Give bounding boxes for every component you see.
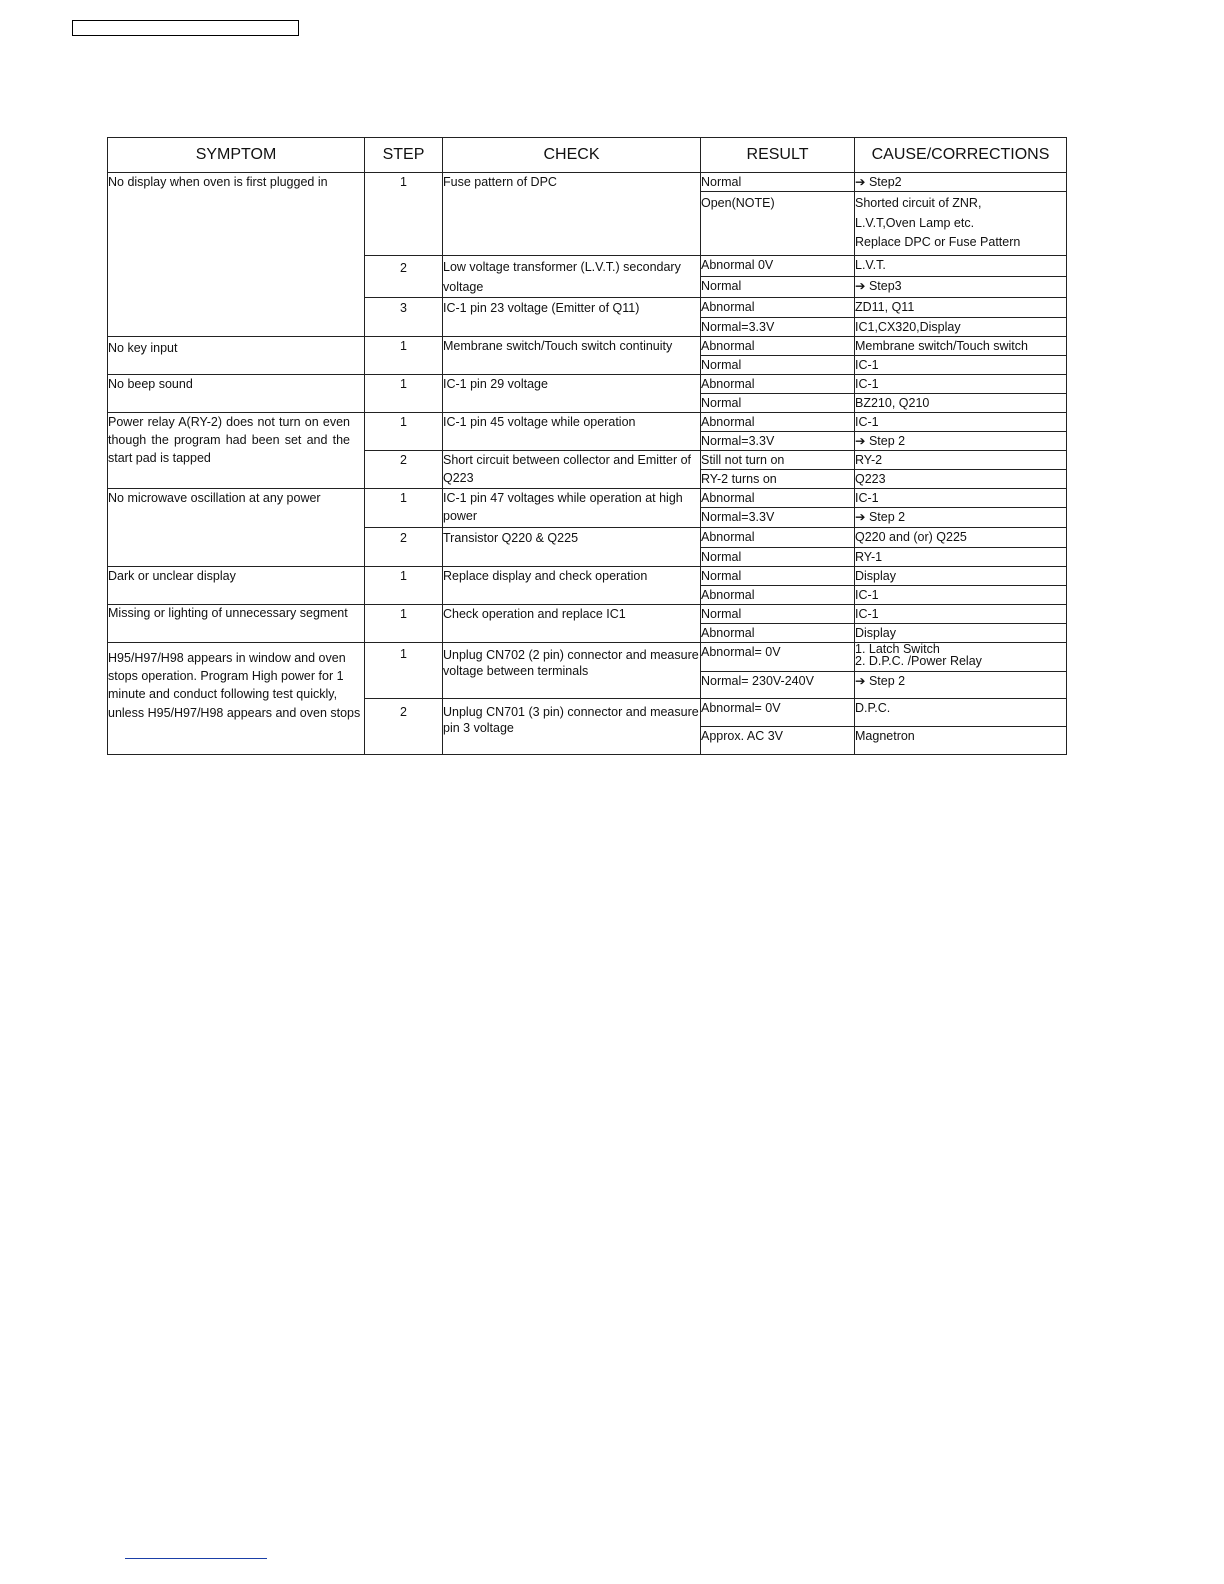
step-cell: 1	[365, 412, 443, 450]
table-row	[108, 642, 1067, 671]
result-cell: Abnormal	[701, 297, 855, 317]
cause-cell: IC1,CX320,Display	[855, 317, 1067, 336]
check-cell: Membrane switch/Touch switch continuity	[443, 336, 701, 374]
cause-cell: IC-1	[855, 488, 1067, 507]
check-cell: Unplug CN702 (2 pin) connector and measure voltage between terminals	[443, 642, 701, 698]
table-row	[108, 374, 1067, 393]
symptom-cell: H95/H97/H98 appears in window and oven stops operation. Program High power for 1 minute and conduct following test quickly, unless H95/H97/H98 appears and oven stops	[108, 642, 365, 754]
troubleshooting-table	[107, 137, 1067, 755]
result-cell: Abnormal	[701, 527, 855, 547]
step-cell: 2	[365, 450, 443, 488]
symptom-header: SYMPTOM	[108, 138, 365, 173]
step-cell: 2	[365, 255, 443, 297]
cause-cell: IC-1	[855, 374, 1067, 393]
symptom-cell: No microwave oscillation at any power	[108, 488, 365, 566]
result-cell: Normal=3.3V	[701, 317, 855, 336]
cause-cell: RY-2	[855, 450, 1067, 469]
result-cell: Normal=3.3V	[701, 431, 855, 450]
check-cell: Check operation and replace IC1	[443, 604, 701, 642]
check-cell: IC-1 pin 45 voltage while operation	[443, 412, 701, 450]
cause-cell: ➔ Step 2	[855, 431, 1067, 450]
result-cell: Abnormal= 0V	[701, 698, 855, 726]
result-cell: Normal	[701, 173, 855, 192]
cause-cell	[855, 642, 1067, 671]
check-cell: IC-1 pin 29 voltage	[443, 374, 701, 412]
table-row	[108, 173, 1067, 192]
result-cell: Normal	[701, 566, 855, 585]
symptom-cell: No display when oven is first plugged in	[108, 173, 365, 337]
cause-cell: ZD11, Q11	[855, 297, 1067, 317]
cause-header: CAUSE/CORRECTIONS	[855, 138, 1067, 173]
symptom-cell: Dark or unclear display	[108, 566, 365, 604]
result-cell: Normal	[701, 547, 855, 566]
check-cell: Short circuit between collector and Emitter of Q223	[443, 450, 701, 488]
cause-cell: IC-1	[855, 604, 1067, 623]
result-cell: Abnormal	[701, 623, 855, 642]
step-cell: 1	[365, 566, 443, 604]
result-cell: Abnormal 0V	[701, 255, 855, 276]
result-cell: Abnormal	[701, 412, 855, 431]
header-label-box	[72, 20, 299, 36]
check-cell: Fuse pattern of DPC	[443, 173, 701, 256]
cause-cell: IC-1	[855, 412, 1067, 431]
step-cell: 1	[365, 642, 443, 698]
symptom-cell: No beep sound	[108, 374, 365, 412]
result-cell: Approx. AC 3V	[701, 726, 855, 754]
check-cell: IC-1 pin 23 voltage (Emitter of Q11)	[443, 297, 701, 336]
cause-cell: Display	[855, 623, 1067, 642]
check-cell: Unplug CN701 (3 pin) connector and measure pin 3 voltage	[443, 698, 701, 754]
result-cell: Abnormal	[701, 336, 855, 355]
cause-cell: ➔ Step3	[855, 276, 1067, 297]
check-cell: Low voltage transformer (L.V.T.) secondary voltage	[443, 255, 701, 297]
check-cell: Transistor Q220 & Q225	[443, 527, 701, 566]
table-row	[108, 488, 1067, 507]
cause-cell: Membrane switch/Touch switch	[855, 336, 1067, 355]
cause-cell: Q223	[855, 469, 1067, 488]
step-cell: 1	[365, 604, 443, 642]
cause-cell	[855, 192, 1067, 256]
result-cell: Normal	[701, 393, 855, 412]
symptom-cell: No key input	[108, 336, 365, 374]
result-cell: Normal	[701, 604, 855, 623]
table-header-row	[108, 138, 1067, 173]
table-row	[108, 336, 1067, 355]
result-cell: Normal	[701, 355, 855, 374]
check-cell: Replace display and check operation	[443, 566, 701, 604]
symptom-cell: Missing or lighting of unnecessary segment	[108, 604, 365, 642]
cause-cell: ➔ Step 2	[855, 507, 1067, 527]
cause-cell: ➔ Step 2	[855, 671, 1067, 698]
cause-cell: BZ210, Q210	[855, 393, 1067, 412]
result-cell: Normal=3.3V	[701, 507, 855, 527]
step-cell: 1	[365, 336, 443, 374]
result-cell: Normal= 230V-240V	[701, 671, 855, 698]
result-cell: RY-2 turns on	[701, 469, 855, 488]
symptom-cell: Power relay A(RY-2) does not turn on even though the program had been set and the start pad is tapped	[108, 412, 365, 488]
footer-link-line	[125, 1558, 267, 1559]
cause-line: 2. D.P.C. /Power Relay	[855, 653, 982, 668]
table-row	[108, 604, 1067, 623]
cause-cell: D.P.C.	[855, 698, 1067, 726]
result-cell: Open(NOTE)	[701, 192, 855, 256]
step-header: STEP	[365, 138, 443, 173]
result-cell: Abnormal= 0V	[701, 642, 855, 671]
cause-cell: IC-1	[855, 355, 1067, 374]
step-cell: 2	[365, 698, 443, 754]
cause-cell: Magnetron	[855, 726, 1067, 754]
step-cell: 1	[365, 173, 443, 256]
cause-line: 1. Latch Switch	[855, 641, 940, 656]
cause-cell: IC-1	[855, 585, 1067, 604]
result-cell: Abnormal	[701, 374, 855, 393]
table-row	[108, 566, 1067, 585]
cause-line: L.V.T,Oven Lamp etc.	[855, 215, 975, 230]
step-cell: 1	[365, 374, 443, 412]
result-cell: Abnormal	[701, 488, 855, 507]
cause-cell: Q220 and (or) Q225	[855, 527, 1067, 547]
cause-cell: L.V.T.	[855, 255, 1067, 276]
cause-line: Shorted circuit of ZNR,	[855, 196, 982, 210]
step-cell: 2	[365, 527, 443, 566]
result-cell: Abnormal	[701, 585, 855, 604]
step-cell: 1	[365, 488, 443, 527]
step-cell: 3	[365, 297, 443, 336]
check-cell: IC-1 pin 47 voltages while operation at high power	[443, 488, 701, 527]
cause-cell: RY-1	[855, 547, 1067, 566]
result-cell: Still not turn on	[701, 450, 855, 469]
cause-cell: ➔ Step2	[855, 173, 1067, 192]
cause-cell: Display	[855, 566, 1067, 585]
table-row	[108, 412, 1067, 431]
cause-line: Replace DPC or Fuse Pattern	[855, 235, 1021, 249]
result-cell: Normal	[701, 276, 855, 297]
result-header: RESULT	[701, 138, 855, 173]
check-header: CHECK	[443, 138, 701, 173]
